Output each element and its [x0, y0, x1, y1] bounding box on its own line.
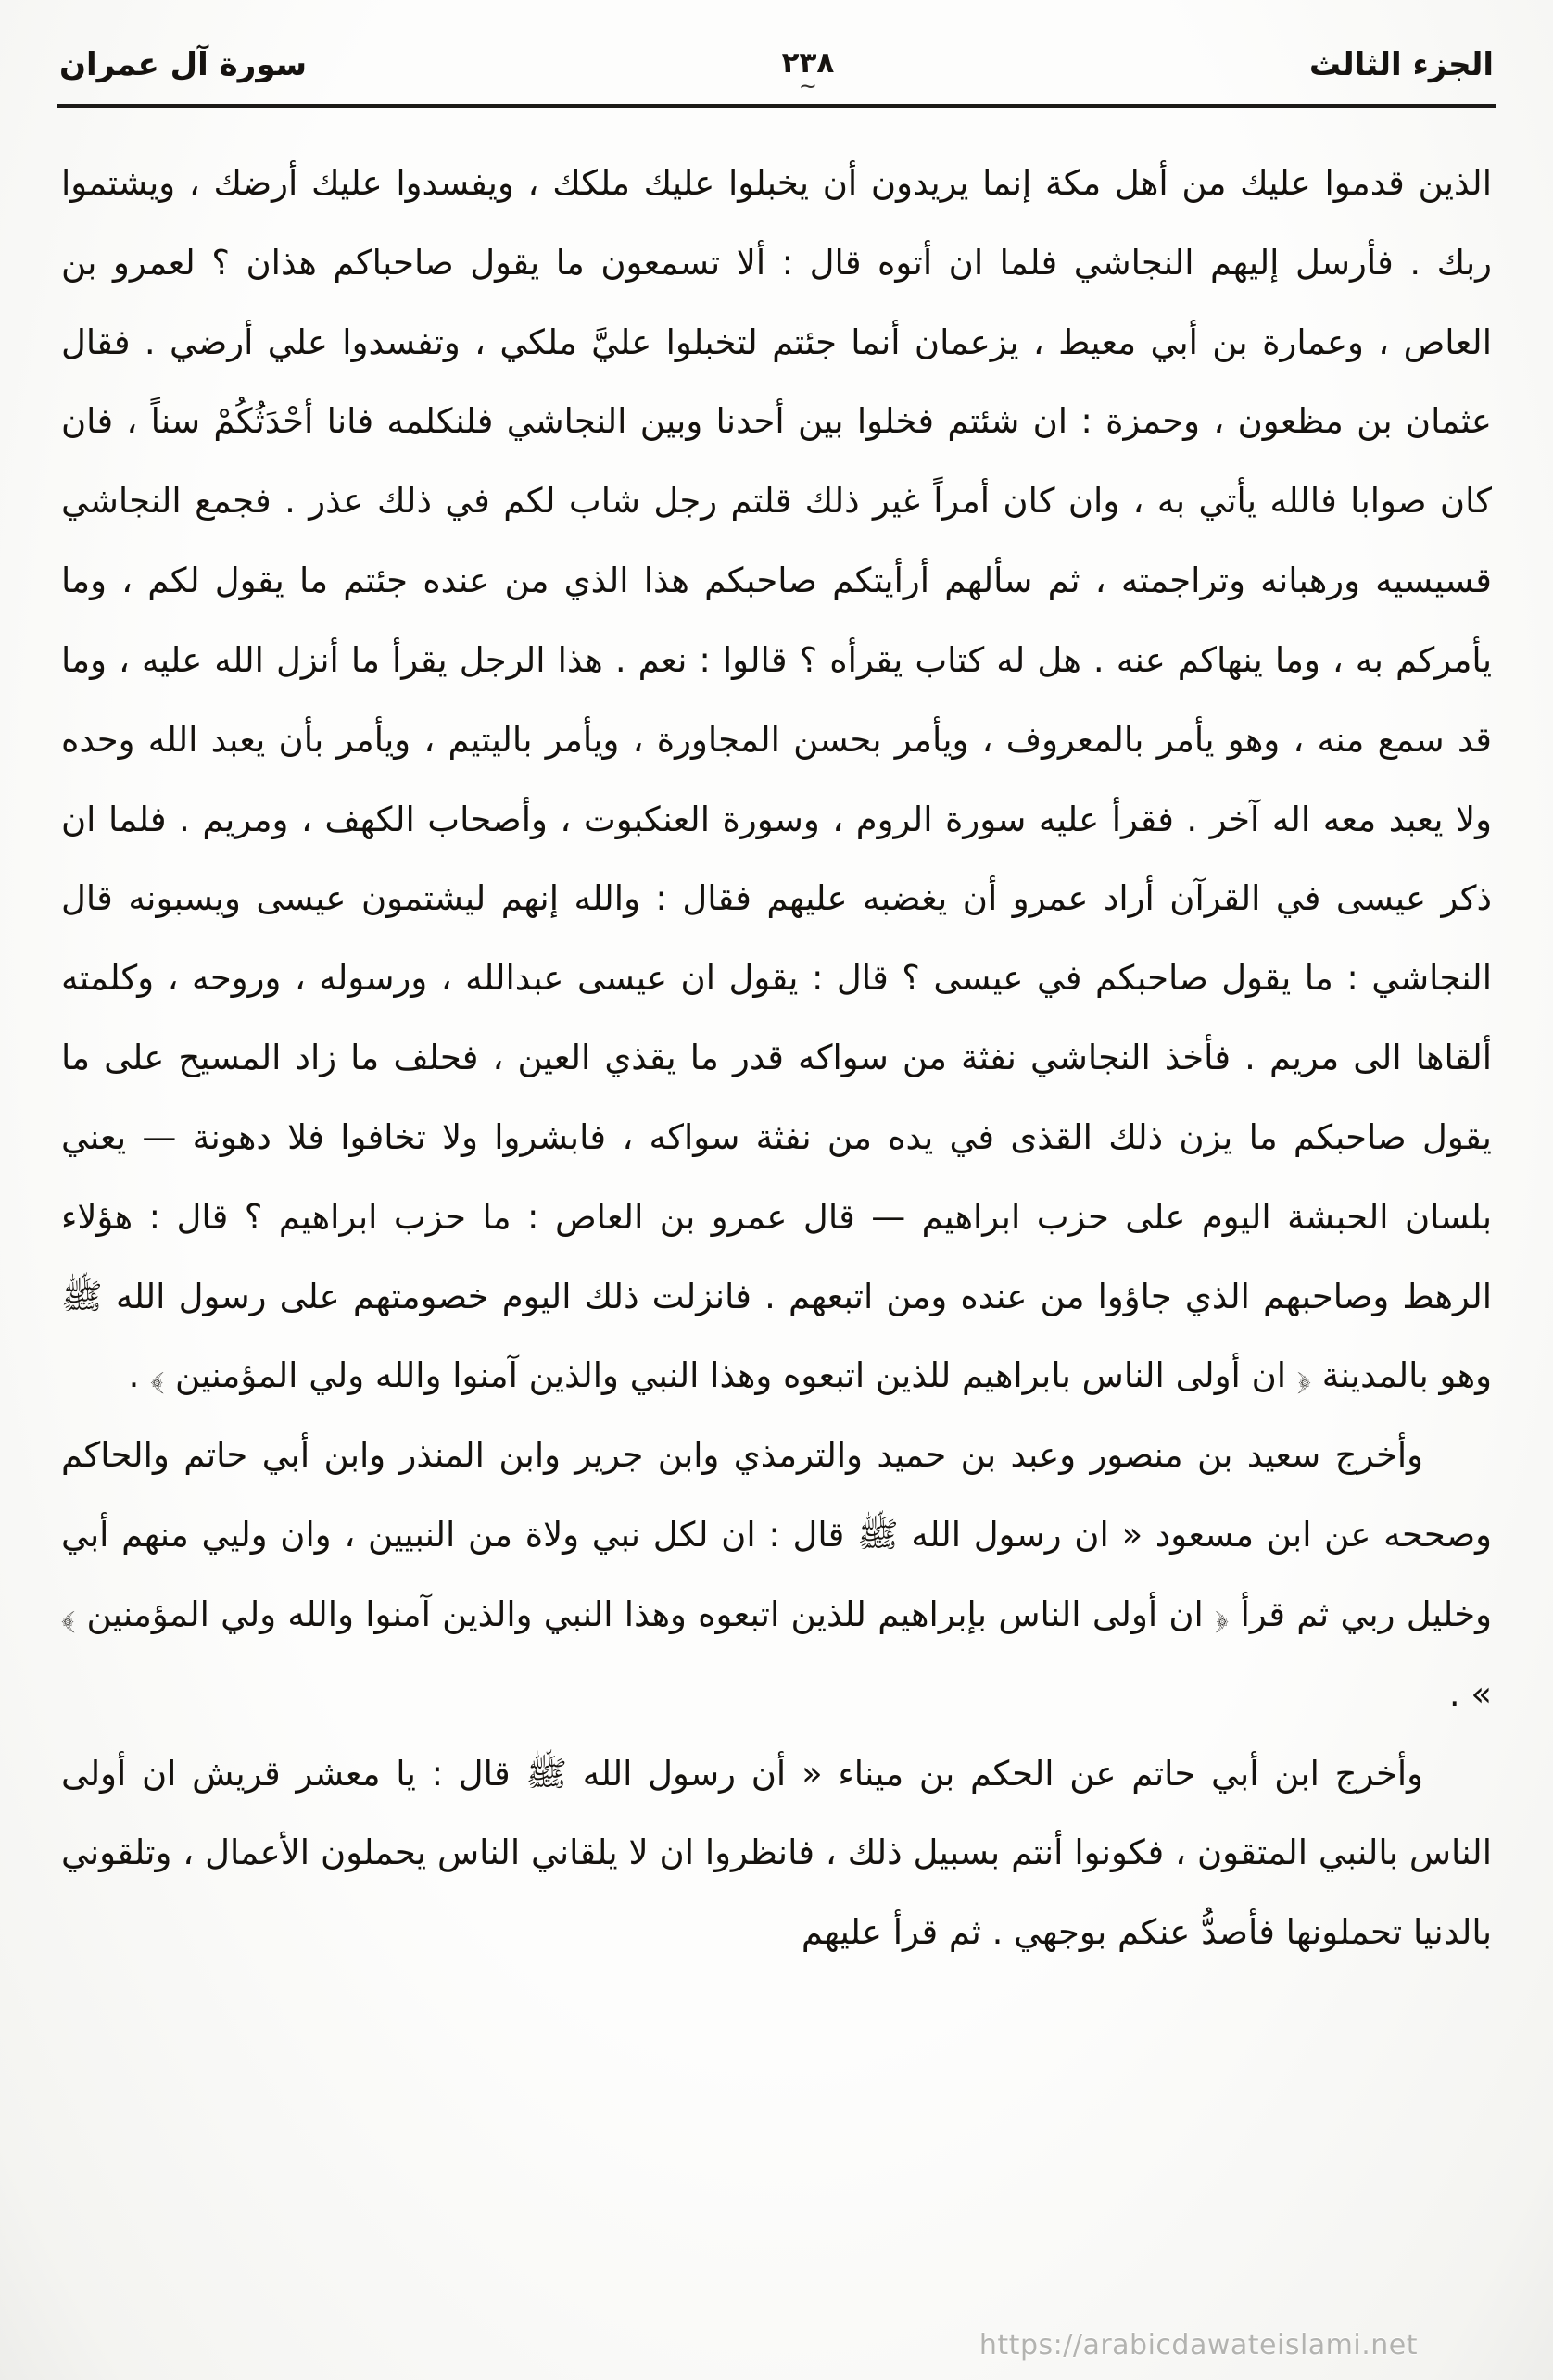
watermark: https://arabicdawateislami.net: [979, 2329, 1418, 2361]
paragraph-narration-ibn-masud: وأخرج سعيد بن منصور وعبد بن حميد والترمذي وابن جرير وابن المنذر وابن أبي حاتم والحاكم وصححه عن ابن مسعود « ان رسول الله ﷺ قال : ان لكل نبي ولاة من النبيين ، وان وليي منهم أبي وخليل ربي ثم قرأ ﴿ ان أولى الناس بإبراهيم للذين اتبعوه وهذا النبي والذين آمنوا والله ولي المؤمنين ﴾ » .: [61, 1435, 1492, 1714]
page-header: [0, 0, 1553, 99]
surah-title: سورة آل عمران: [59, 46, 308, 83]
page-body: [61, 144, 1492, 1972]
page-number-ornament: ~: [798, 73, 818, 99]
part-title: الجزء الثالث: [1308, 46, 1494, 83]
header-rule: [57, 104, 1496, 108]
paragraph-najashi-story: الذين قدموا عليك من أهل مكة إنما يريدون أن يخبلوا عليك ملكك ، ويفسدوا عليك أرضك ، ويشتموا ربك . فأرسل إليهم النجاشي فلما ان أتوه قال : ألا تسمعون ما يقول صاحباكم هذان ؟ لعمرو بن العاص ، وعمارة بن أبي معيط ، يزعمان أنما جئتم لتخبلوا عليَّ ملكي ، وتفسدوا علي أرضي . فقال عثمان بن مظعون ، وحمزة : ان شئتم فخلوا بين أحدنا وبين النجاشي فلنكلمه فانا أحْدَثُكُمْ سناً ، فان كان صوابا فالله يأتي به ، وان كان أمراً غير ذلك قلتم رجل شاب لكم في ذلك عذر . فجمع النجاشي قسيسيه ورهبانه وتراجمته ، ثم سألهم أرأيتكم صاحبكم هذا الذي من عنده جئتم ما يقول لكم ، وما يأمركم به ، وما ينهاكم عنه . هل له كتاب يقرأه ؟ قالوا : نعم . هذا الرجل يقرأ ما أنزل الله عليه ، وما قد سمع منه ، وهو يأمر بالمعروف ، ويأمر بحسن المجاورة ، ويأمر باليتيم ، ويأمر بأن يعبد الله وحده ولا يعبد معه اله آخر . فقرأ عليه سورة الروم ، وسورة العنكبوت ، وأصحاب الكهف ، ومريم . فلما ان ذكر عيسى في القرآن أراد عمرو أن يغضبه عليهم فقال : والله إنهم ليشتمون عيسى ويسبونه قال النجاشي : ما يقول صاحبكم في عيسى ؟ قال : يقول ان عيسى عبدالله ، ورسوله ، وروحه ، وكلمته ألقاها الى مريم . فأخذ النجاشي نفثة من سواكه قدر ما يقذي العين ، فحلف ما زاد المسيح على ما يقول صاحبكم ما يزن ذلك القذى في يده من نفثة سواكه ، فابشروا ولا تخافوا فلا دهونة — يعني بلسان الحبشة اليوم على حزب ابراهيم — قال عمرو بن العاص : ما حزب ابراهيم ؟ قال : هؤلاء الرهط وصاحبهم الذي جاؤوا من عنده ومن اتبعهم . فانزلت ذلك اليوم خصومتهم على رسول الله ﷺ وهو بالمدينة ﴿ ان أولى الناس بابراهيم للذين اتبعوه وهذا النبي والذين آمنوا والله ولي المؤمنين ﴾ .: [61, 163, 1492, 1396]
page-number: ٢٣٨: [781, 46, 835, 80]
paragraph-narration-hakam-bin-mina: وأخرج ابن أبي حاتم عن الحكم بن ميناء « أن رسول الله ﷺ قال : يا معشر قريش ان أولى الناس بالنبي المتقون ، فكونوا أنتم بسبيل ذلك ، فانظروا ان لا يلقاني الناس يحملون الأعمال ، وتلقوني بالدنيا تحملونها فأصدُّ عنكم بوجهي . ثم قرأ عليهم: [61, 1753, 1492, 1953]
page-number-block: [781, 46, 835, 99]
